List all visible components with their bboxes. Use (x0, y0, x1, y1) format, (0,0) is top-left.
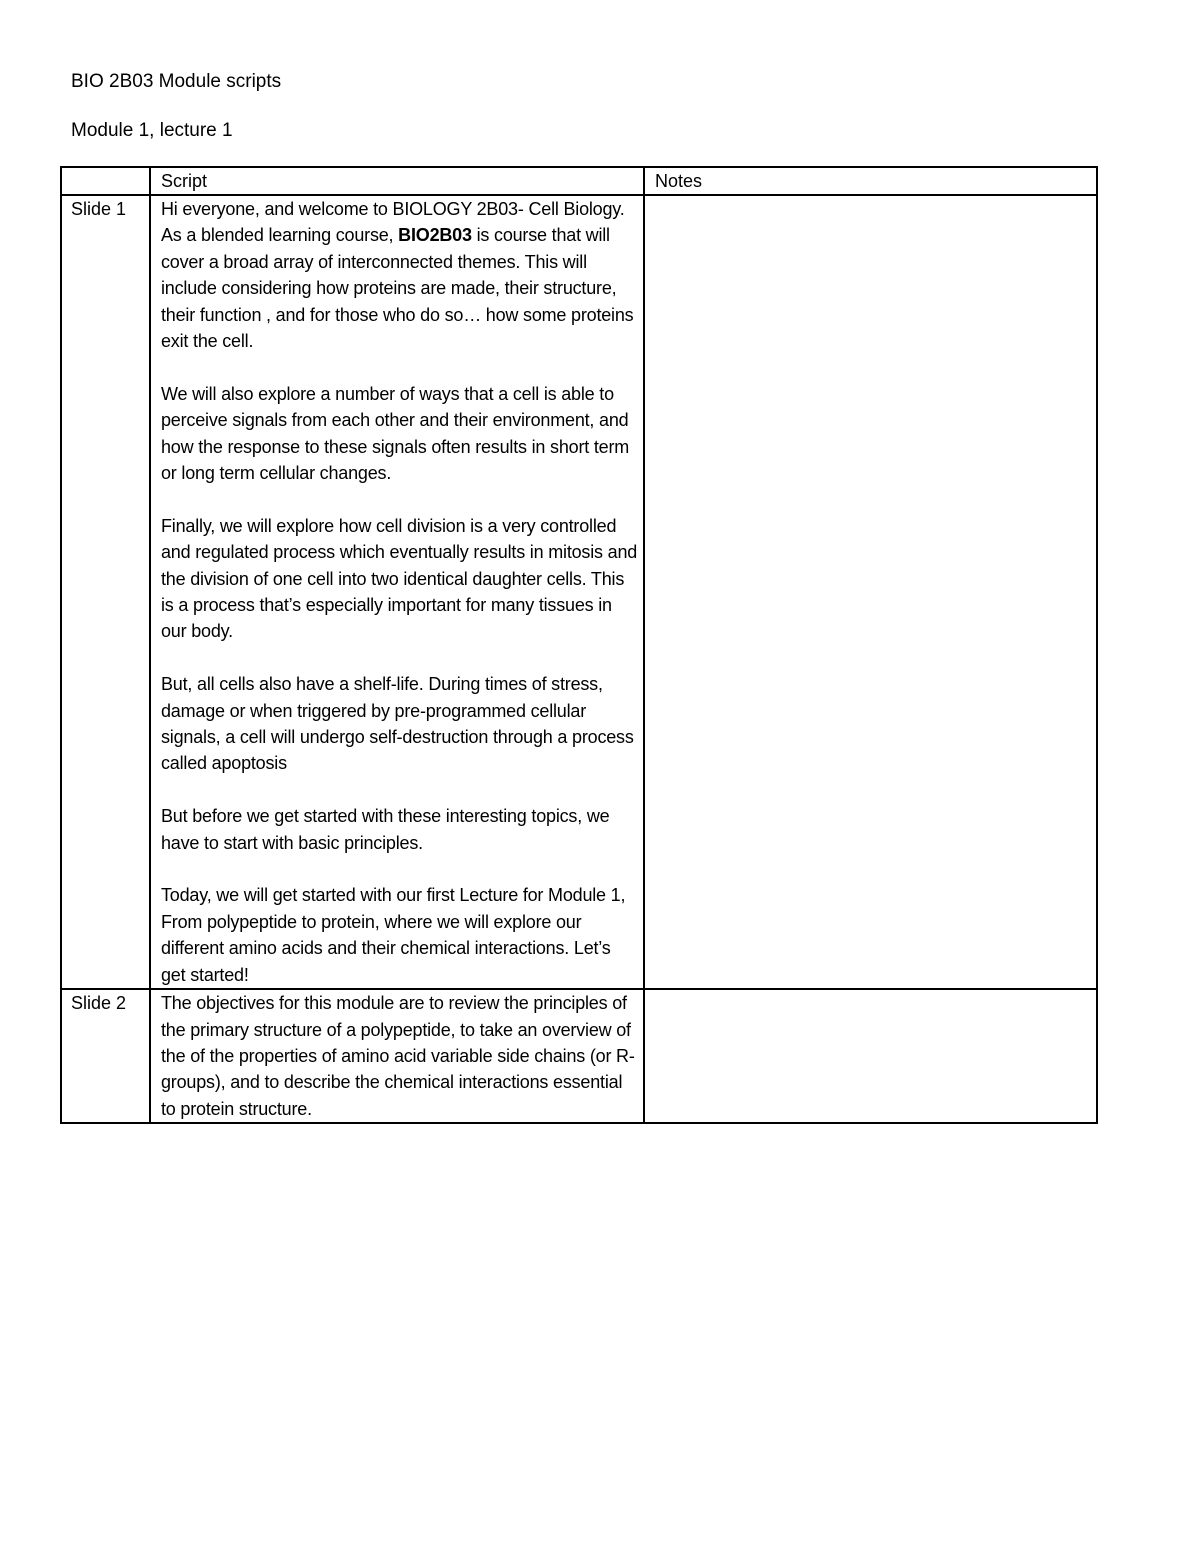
script-paragraph: The objectives for this module are to review the principles of the primary structure of a polypeptide, to take an overview of the of the properties of amino acid variable side chains (or R-groups), and to describe the chemical interactions essential to protein structure. (161, 993, 635, 1119)
script-paragraph (161, 196, 639, 354)
course-code: BIO2B03 (398, 225, 472, 246)
notes-cell (644, 195, 1097, 989)
header-slide (61, 167, 150, 195)
document-title: BIO 2B03 Module scripts (71, 71, 282, 92)
slide-label: Slide 2 (61, 989, 150, 1123)
header-script: Script (150, 167, 644, 195)
script-text: Hi everyone, and welcome to BIOLOGY 2B03- Cell Biology. As a blended learning course, (161, 199, 625, 246)
script-paragraph: We will also explore a number of ways that a cell is able to perceive signals from each other and their environment, and how the response to these signals often results in short term or long term cellular changes. (161, 383, 630, 484)
table-row-slide-2 (61, 989, 1097, 1123)
script-paragraph: Finally, we will explore how cell division is a very controlled and regulated process which eventually results in mitosis and the division of one cell into two identical daughter cells. This is a process that’s especially important for many tissues in our body. (161, 515, 638, 642)
document-subtitle: Module 1, lecture 1 (71, 120, 233, 141)
script-paragraph: Today, we will get started with our first Lecture for Module 1, From polypeptide to protein, where we will explore our different amino acids and their chemical interactions. Let’s get started! (161, 885, 626, 985)
table-header-row (61, 167, 1097, 195)
header-notes: Notes (644, 167, 1097, 195)
table-row-slide-1 (61, 195, 1097, 989)
script-cell (150, 195, 644, 989)
script-text: is course that will cover a broad array of interconnected themes. This will include considering how proteins are made, their structure, their function , and for those who do so… how some proteins exit the cell. (161, 225, 634, 352)
script-paragraph: But, all cells also have a shelf-life. During times of stress, damage or when triggered by pre-programmed cellular signals, a cell will undergo self-destruction through a process called apoptosis (161, 674, 634, 774)
script-table (60, 166, 1098, 1124)
notes-cell (644, 989, 1097, 1123)
script-cell (150, 989, 644, 1123)
slide-label: Slide 1 (61, 195, 150, 989)
script-paragraph: But before we get started with these interesting topics, we have to start with basic principles. (161, 806, 610, 853)
